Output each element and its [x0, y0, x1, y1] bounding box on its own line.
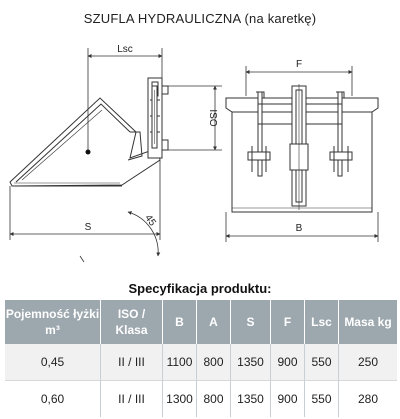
table-row [5, 380, 397, 417]
table-header-row [5, 300, 397, 344]
cell-mass: 280 [339, 380, 397, 417]
cell-f: 900 [271, 380, 305, 417]
cell-capacity: 0,60 [5, 380, 101, 417]
spec-table [5, 300, 397, 417]
spec-heading: Specyfikacja produktu: [128, 281, 272, 296]
header-f: F [271, 300, 305, 344]
table-row [5, 344, 397, 380]
header-iso-class: ISO / Klasa [101, 300, 163, 344]
header-mass: Masa kg [339, 300, 397, 344]
cell-a: 800 [197, 380, 231, 417]
bucket-side-view [10, 78, 168, 186]
cell-iso-class: II / III [101, 380, 163, 417]
cell-b: 1100 [163, 344, 197, 380]
cell-iso-class: II / III [101, 344, 163, 380]
cell-s: 1350 [231, 380, 271, 417]
cell-mass: 250 [339, 344, 397, 380]
cell-lsc: 550 [305, 380, 339, 417]
header-a: A [197, 300, 231, 344]
header-s: S [231, 300, 271, 344]
header-b: B [163, 300, 197, 344]
cell-lsc: 550 [305, 344, 339, 380]
cell-capacity: 0,45 [5, 344, 101, 380]
label-s: S [84, 222, 92, 233]
label-angle: 45 [142, 212, 158, 229]
label-iso: ISO [207, 109, 218, 127]
header-capacity: Pojemność łyżki m³ [5, 300, 101, 344]
label-b: B [295, 223, 303, 234]
header-lsc: Lsc [305, 300, 339, 344]
cell-b: 1300 [163, 380, 197, 417]
bucket-rear-view [226, 84, 378, 212]
cell-f: 900 [271, 344, 305, 380]
cell-s: 1350 [231, 344, 271, 380]
diagram-title: SZUFLA HYDRAULICZNA (na karetkę) [83, 11, 317, 26]
label-f: F [295, 59, 303, 70]
cell-a: 800 [197, 344, 231, 380]
label-lsc: Lsc [117, 44, 133, 55]
